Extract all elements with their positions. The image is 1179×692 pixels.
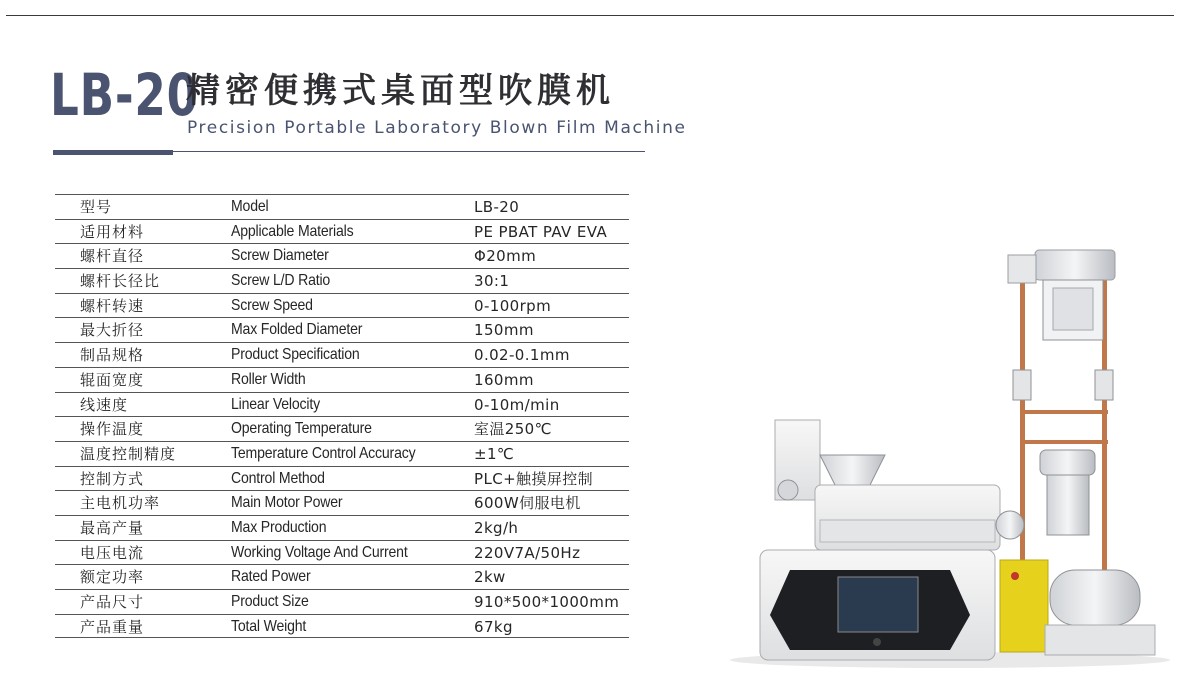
power-light: [1011, 572, 1019, 580]
spec-value: LB-20: [474, 198, 520, 216]
collapsing-frame-inner: [1053, 288, 1093, 330]
spec-label-cn: 型号: [80, 198, 113, 216]
spec-label-en: Model: [231, 198, 269, 215]
title-accent-bar: [53, 150, 173, 155]
spec-value: PE PBAT PAV EVA: [474, 222, 608, 241]
spec-label-en: Control Method: [231, 469, 325, 487]
top-divider: [6, 15, 1174, 16]
clamp-right: [1095, 370, 1113, 400]
spec-value: Φ20mm: [474, 247, 537, 266]
spec-value: 0-100rpm: [474, 296, 552, 315]
spec-label-cn: 辊面宽度: [80, 370, 145, 389]
spec-label-en: Roller Width: [231, 370, 306, 388]
spec-value: 室温250℃: [474, 420, 552, 439]
machine-illustration: [725, 240, 1175, 670]
spec-label-cn: 温度控制精度: [80, 444, 177, 463]
spec-value: 600W伺服电机: [474, 494, 581, 513]
title-english: Precision Portable Laboratory Blown Film Machine: [187, 118, 687, 138]
spec-value: PLC+触摸屏控制: [474, 469, 594, 488]
frame-beam: [1020, 410, 1108, 414]
spec-label-en: Temperature Control Accuracy: [231, 444, 416, 462]
spec-label-cn: 最高产量: [80, 518, 145, 537]
spec-row: [55, 466, 629, 491]
spec-label-en: Max Folded Diameter: [231, 321, 363, 339]
spec-value: 160mm: [474, 370, 534, 389]
spec-row: [55, 441, 629, 466]
spec-label-en: Total Weight: [231, 617, 307, 635]
spec-label-cn: 额定功率: [80, 568, 145, 587]
spec-row: [55, 342, 629, 367]
winding-base: [1045, 625, 1155, 655]
spec-row: [55, 317, 629, 342]
spec-row: [55, 564, 629, 589]
spec-label-en: Product Size: [231, 593, 309, 610]
spec-table: [55, 194, 629, 638]
spec-row: [55, 589, 629, 614]
spec-value: 0-10m/min: [474, 395, 560, 414]
motor-coupling: [996, 511, 1024, 539]
title-chinese: 精密便携式桌面型吹膜机: [186, 71, 615, 111]
spec-label-en: Screw L/D Ratio: [231, 272, 331, 290]
spec-label-cn: 制品规格: [80, 346, 145, 365]
spec-label-en: Product Specification: [231, 346, 360, 364]
spec-value: ±1℃: [474, 444, 515, 463]
spec-label-en: Working Voltage And Current: [231, 543, 408, 561]
spec-row: [55, 293, 629, 318]
clamp-left: [1013, 370, 1031, 400]
spec-row: [55, 515, 629, 540]
spec-label-en: Max Production: [231, 518, 327, 536]
spec-row: [55, 490, 629, 515]
spec-value: 67kg: [474, 617, 513, 636]
spec-label-cn: 产品尺寸: [80, 593, 145, 611]
spec-label-cn: 电压电流: [80, 543, 145, 562]
spec-label-en: Applicable Materials: [231, 222, 354, 240]
spec-label-cn: 线速度: [80, 395, 129, 414]
top-motor: [1008, 255, 1036, 283]
extruder-grille: [820, 520, 995, 542]
spec-value: 150mm: [474, 321, 534, 340]
model-code: LB-20: [50, 61, 199, 129]
spec-label-cn: 螺杆直径: [80, 247, 145, 266]
spec-row: [55, 268, 629, 293]
spec-value: 910*500*1000mm: [474, 593, 620, 611]
yellow-panel: [1000, 560, 1048, 652]
spec-row: [55, 194, 629, 219]
top-roller-unit: [1035, 250, 1115, 280]
fan-icon: [778, 480, 798, 500]
spec-label-en: Screw Diameter: [231, 247, 329, 265]
spec-label-en: Screw Speed: [231, 296, 313, 314]
spec-label-en: Main Motor Power: [231, 494, 343, 512]
emergency-stop: [873, 638, 881, 646]
spec-label-cn: 最大折径: [80, 321, 145, 340]
spec-value: 2kg/h: [474, 518, 519, 537]
spec-label-en: Operating Temperature: [231, 420, 372, 438]
spec-label-cn: 螺杆长径比: [80, 272, 161, 291]
spec-row: [55, 367, 629, 392]
spec-value: 220V7A/50Hz: [474, 543, 581, 562]
spec-row: [55, 392, 629, 417]
spec-row: [55, 540, 629, 565]
die-head-top: [1040, 450, 1095, 475]
spec-label-cn: 控制方式: [80, 469, 145, 488]
spec-row: [55, 614, 629, 639]
hopper: [820, 455, 885, 485]
spec-row: [55, 416, 629, 441]
spec-label-en: Linear Velocity: [231, 395, 320, 413]
spec-label-cn: 产品重量: [80, 617, 145, 636]
spec-value: 2kw: [474, 568, 506, 587]
frame-beam-2: [1020, 440, 1108, 444]
spec-label-en: Rated Power: [231, 568, 311, 586]
spec-label-cn: 主电机功率: [80, 494, 161, 513]
spec-row: [55, 243, 629, 268]
spec-label-cn: 适用材料: [80, 222, 145, 241]
spec-value: 0.02-0.1mm: [474, 346, 570, 365]
spec-label-cn: 螺杆转速: [80, 296, 145, 315]
winding-roller: [1050, 570, 1140, 625]
spec-value: 30:1: [474, 272, 510, 291]
touch-screen: [838, 577, 918, 632]
die-head: [1047, 475, 1089, 535]
spec-label-cn: 操作温度: [80, 420, 145, 439]
spec-row: [55, 219, 629, 244]
